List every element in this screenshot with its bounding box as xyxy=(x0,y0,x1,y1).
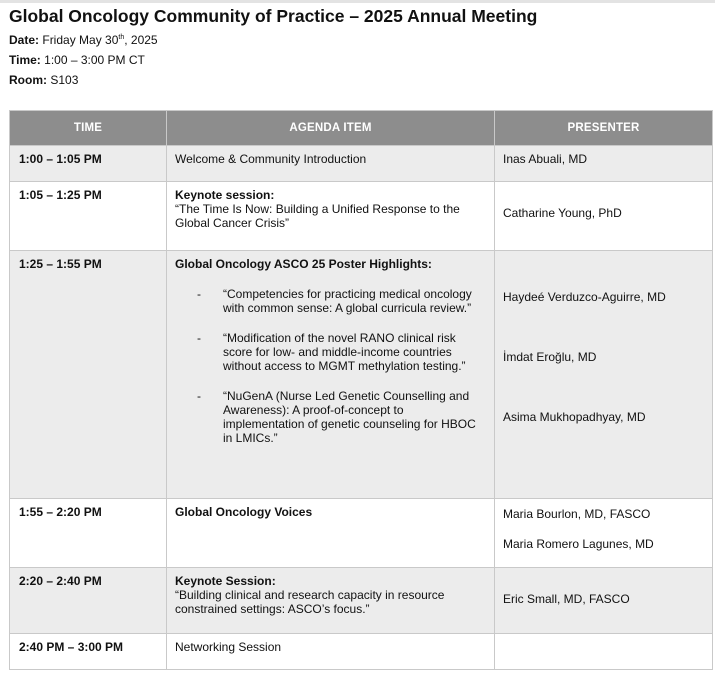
header-agenda-item: AGENDA ITEM xyxy=(167,111,495,146)
row-presenter: Inas Abuali, MD xyxy=(495,146,713,182)
page-title: Global Oncology Community of Practice – 2025 Annual Meeting xyxy=(9,6,538,26)
row-time: 1:05 – 1:25 PM xyxy=(10,182,167,251)
row-agenda xyxy=(167,182,495,251)
room-label: Room: xyxy=(9,73,47,87)
header-time: TIME xyxy=(10,111,167,146)
row-presenter xyxy=(495,634,713,670)
row-agenda: Networking Session xyxy=(167,634,495,670)
row-time: 1:00 – 1:05 PM xyxy=(10,146,167,182)
poster-item xyxy=(175,287,488,315)
row-presenter xyxy=(495,251,713,499)
row-agenda xyxy=(167,568,495,634)
table-row xyxy=(10,182,713,251)
room-value: S103 xyxy=(50,73,79,87)
presenter-name: Maria Romero Lagunes, MD xyxy=(503,537,654,551)
poster-item xyxy=(175,389,488,445)
agenda-heading: Keynote Session: xyxy=(175,574,276,588)
dash-bullet: - xyxy=(197,389,201,403)
row-time: 1:25 – 1:55 PM xyxy=(10,251,167,499)
meta-room xyxy=(9,73,78,87)
table-header-row xyxy=(10,111,713,146)
table-row xyxy=(10,499,713,568)
poster-title: “NuGenA (Nurse Led Genetic Counselling and Awareness): A proof-of-concept to implementation of genetic counseling for HBOC in LMICs.” xyxy=(223,389,476,445)
top-border xyxy=(0,0,715,3)
meta-date xyxy=(9,33,158,47)
table-row xyxy=(10,634,713,670)
row-presenter xyxy=(495,499,713,568)
time-value: 1:00 – 3:00 PM CT xyxy=(44,53,145,67)
header-presenter: PRESENTER xyxy=(495,111,713,146)
date-suffix: th xyxy=(118,34,125,41)
agenda-heading: Keynote session: xyxy=(175,188,275,202)
row-agenda xyxy=(167,499,495,568)
row-presenter: Eric Small, MD, FASCO xyxy=(495,568,713,634)
date-label: Date: xyxy=(9,33,40,47)
dash-bullet: - xyxy=(197,287,201,301)
agenda-heading: Global Oncology Voices xyxy=(175,505,313,519)
date-year: , 2025 xyxy=(124,33,158,47)
agenda-table xyxy=(9,110,713,670)
row-time: 1:55 – 2:20 PM xyxy=(10,499,167,568)
row-presenter: Catharine Young, PhD xyxy=(495,182,713,251)
poster-presenter: İmdat Eroğlu, MD xyxy=(503,350,597,364)
time-label: Time: xyxy=(9,53,41,67)
agenda-text: “The Time Is Now: Building a Unified Response to the Global Cancer Crisis” xyxy=(175,202,460,230)
row-agenda: Welcome & Community Introduction xyxy=(167,146,495,182)
date-value: Friday May 30 xyxy=(42,33,119,47)
table-row xyxy=(10,251,713,499)
dash-bullet: - xyxy=(197,331,201,345)
presenter-name: Maria Bourlon, MD, FASCO xyxy=(503,507,651,521)
row-time: 2:20 – 2:40 PM xyxy=(10,568,167,634)
table-row xyxy=(10,568,713,634)
meta-time xyxy=(9,53,145,67)
row-time: 2:40 PM – 3:00 PM xyxy=(10,634,167,670)
agenda-text: “Building clinical and research capacity in resource constrained settings: ASCO’s focus.” xyxy=(175,588,445,616)
poster-title: “Competencies for practicing medical oncology with common sense: A global curricula review.” xyxy=(223,287,472,315)
table-row xyxy=(10,146,713,182)
poster-title: “Modification of the novel RANO clinical risk score for low- and middle-income countries without access to MGMT methylation testing.” xyxy=(223,331,466,373)
row-agenda xyxy=(167,251,495,499)
agenda-heading: Global Oncology ASCO 25 Poster Highlights: xyxy=(175,257,432,271)
poster-presenter: Haydeé Verduzco-Aguirre, MD xyxy=(503,290,666,304)
poster-item xyxy=(175,331,488,373)
poster-presenter: Asima Mukhopadhyay, MD xyxy=(503,410,646,424)
